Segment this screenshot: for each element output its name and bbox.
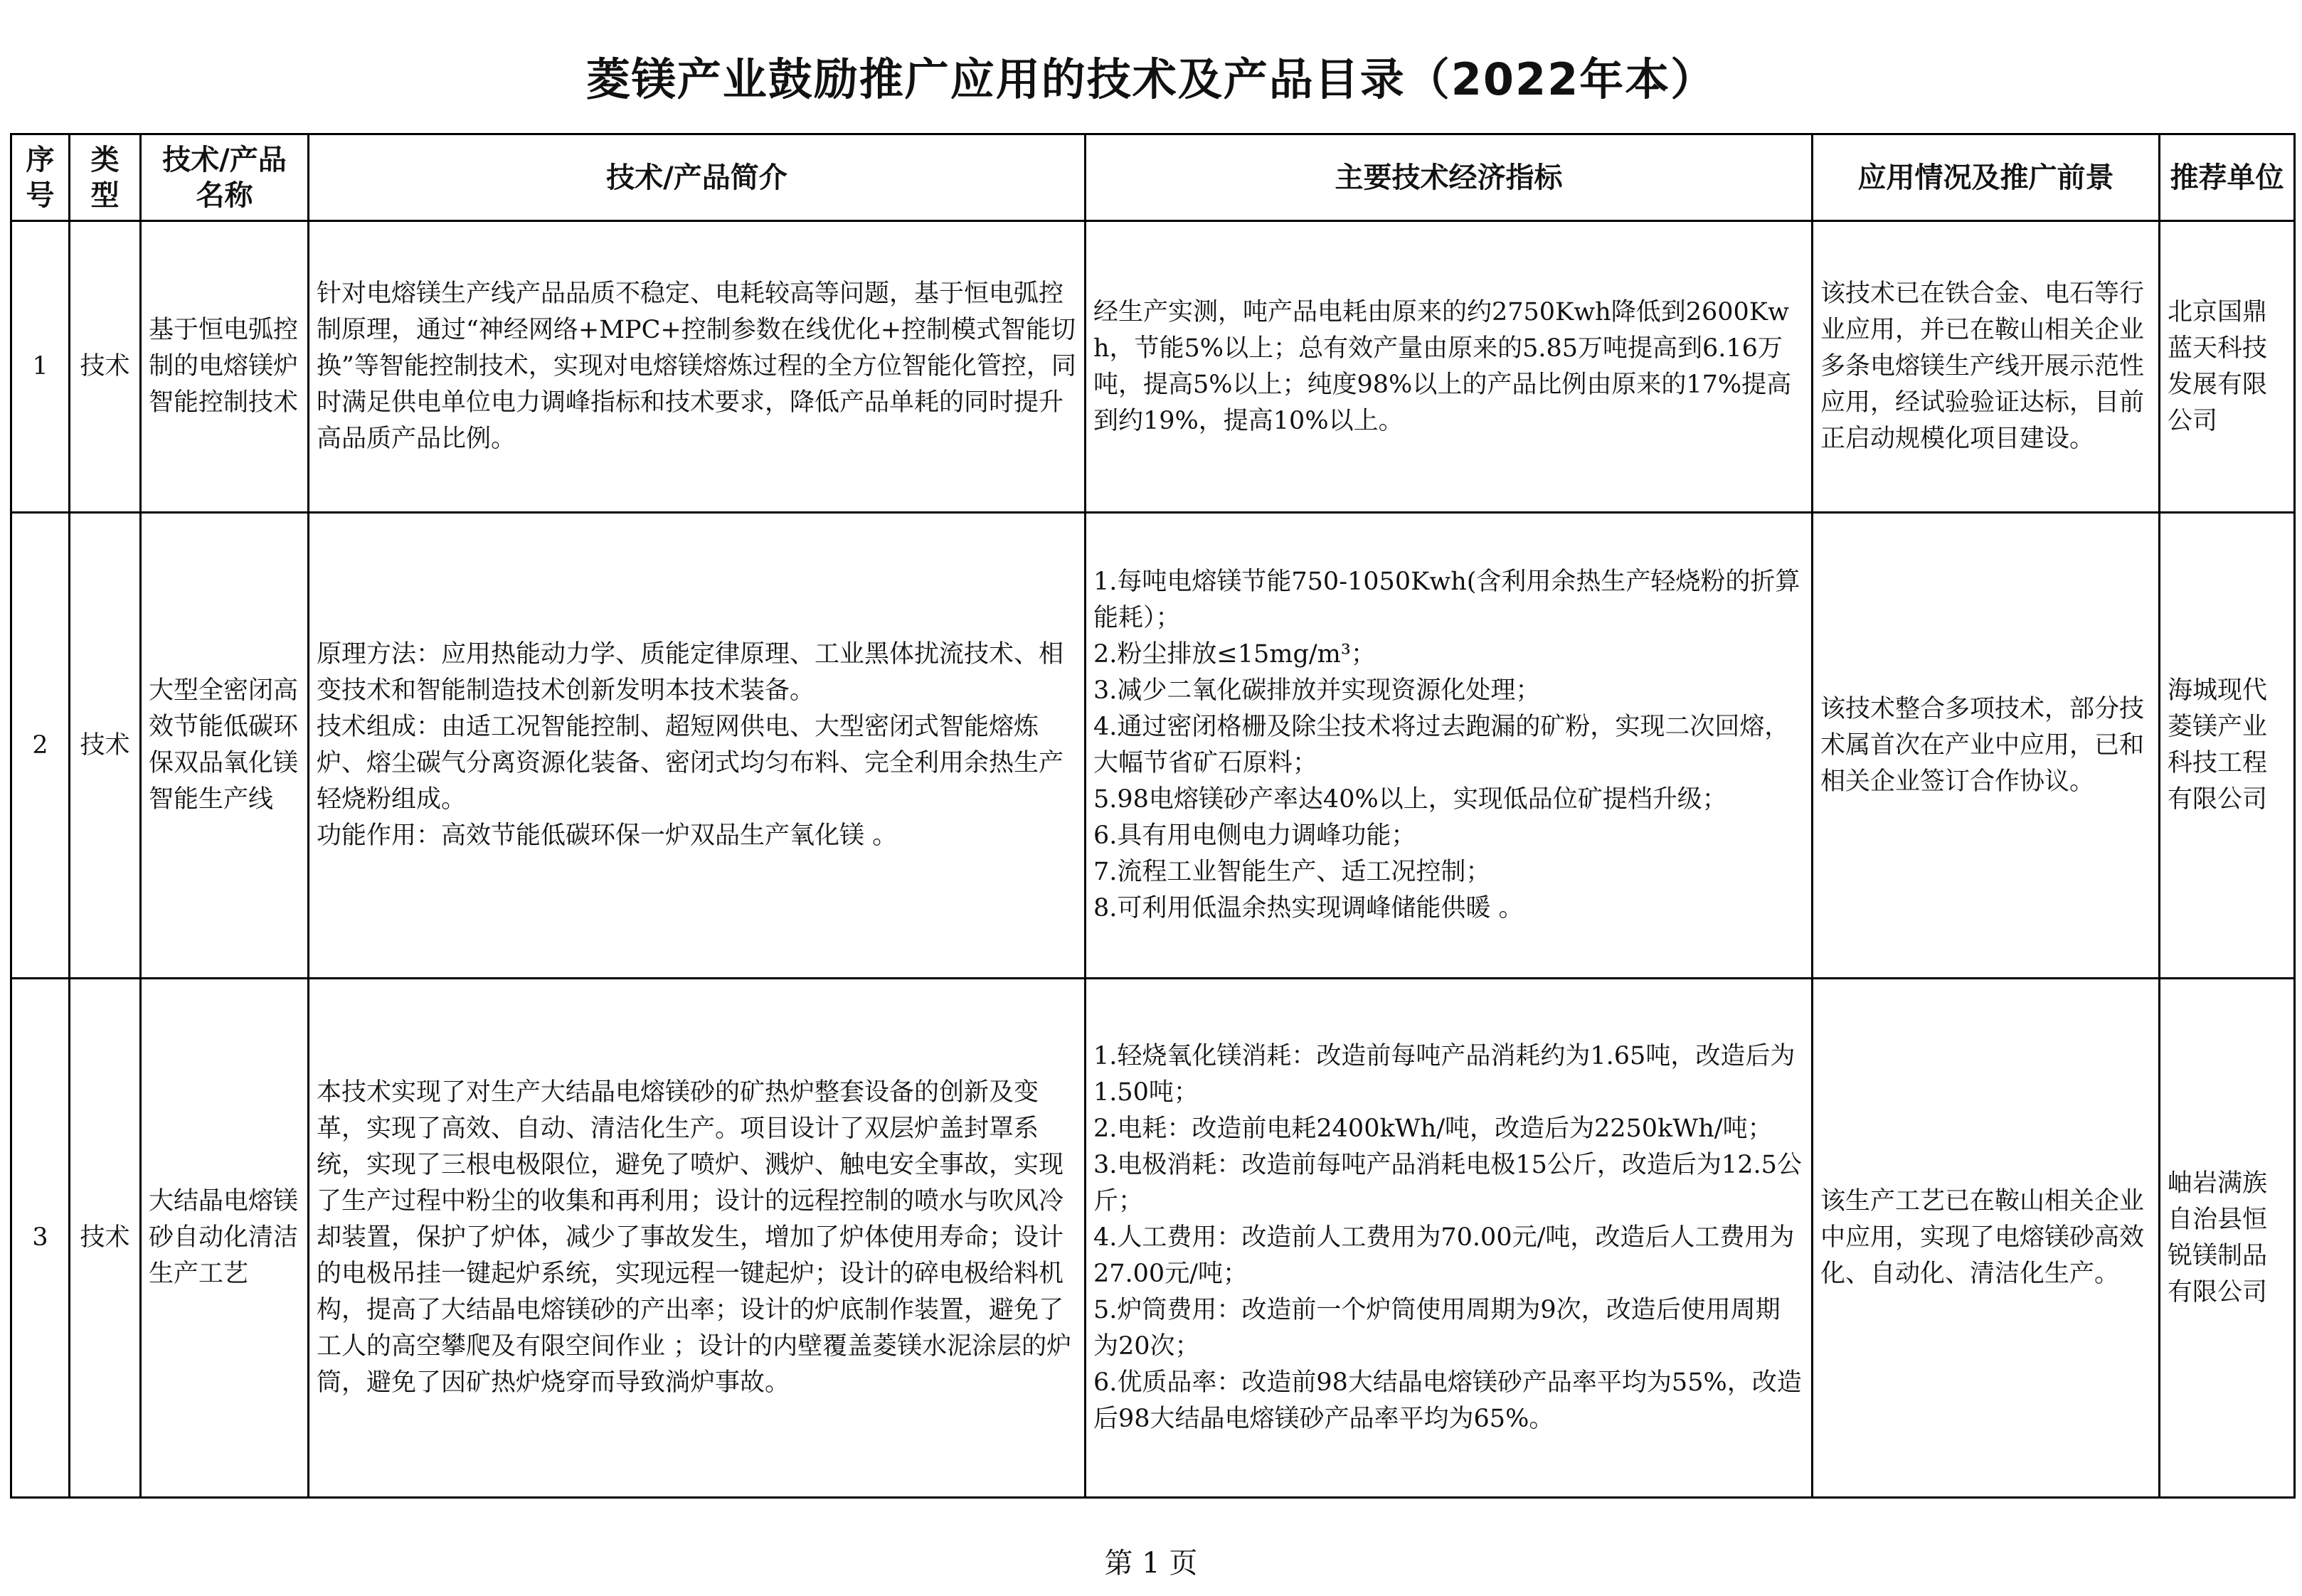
- indicator-line: 5.炉筒费用：改造前一个炉筒使用周期为9次，改造后使用周期为20次；: [1093, 1296, 1781, 1361]
- indicator-line: 4.人工费用：改造前人工费用为70.00元/吨，改造后人工费用为27.00元/吨；: [1093, 1223, 1795, 1288]
- row-type: 技术: [70, 513, 141, 979]
- indicator-line: 经生产实测，吨产品电耗由原来的约2750Kwh降低到2600Kwh，节能5%以上；总有效产量由原来的5.85万吨提高到6.16万吨，提高5%以上；纯度98%以上的产品比例由原来的17%提高到约19%，提高10%以上。: [1093, 297, 1792, 435]
- row-number: 3: [11, 979, 70, 1498]
- row-prospects: 该技术整合多项技术，部分技术属首次在产业中应用，已和相关企业签订合作协议。: [1813, 513, 2160, 979]
- indicator-line: 2.粉尘排放≤15mg/m³；: [1093, 640, 1376, 669]
- row-intro: [309, 979, 1086, 1498]
- catalog-table: [10, 133, 2296, 1499]
- row-indicators: [1086, 979, 1813, 1498]
- row-name: 基于恒电弧控制的电熔镁炉智能控制技术: [141, 221, 309, 513]
- intro-paragraph: 原理方法：应用热能动力学、质能定律原理、工业黑体扰流技术、相变技术和智能制造技术创新发明本技术装备。: [317, 640, 1064, 705]
- indicator-line: 3.电极消耗：改造前每吨产品消耗电极15公斤，改造后为12.5公斤；: [1093, 1151, 1802, 1215]
- header-row: [11, 134, 2295, 221]
- header-name: 技术/产品名称: [141, 134, 309, 221]
- table-row: [11, 513, 2295, 979]
- header-unit: 推荐单位: [2160, 134, 2295, 221]
- header-no: 序号: [11, 134, 70, 221]
- intro-paragraph: 本技术实现了对生产大结晶电熔镁砂的矿热炉整套设备的创新及变革，实现了高效、自动、清洁化生产。项目设计了双层炉盖封罩系统，实现了三根电极限位，避免了喷炉、溅炉、触电安全事故，实现了生产过程中粉尘的收集和再利用；设计的远程控制的喷水与吹风冷却装置，保护了炉体，减少了事故发生，增加了炉体使用寿命；设计的电极吊挂一键起炉系统，实现远程一键起炉；设计的碎电极给料机构，提高了大结晶电熔镁砂的产出率；设计的炉底制作装置，避免了工人的高空攀爬及有限空间作业 ；设计的内壁覆盖菱镁水泥涂层的炉筒，避免了因矿热炉烧穿而导致淌炉事故。: [317, 1078, 1072, 1397]
- row-prospects: 该生产工艺已在鞍山相关企业中应用，实现了电熔镁砂高效化、自动化、清洁化生产。: [1813, 979, 2160, 1498]
- page-number: 第 1 页: [1104, 1547, 1198, 1580]
- row-recommending-unit: 海城现代菱镁产业科技工程有限公司: [2160, 513, 2295, 979]
- intro-paragraph: 功能作用：高效节能低碳环保一炉双品生产氧化镁 。: [317, 821, 898, 850]
- intro-paragraph: 针对电熔镁生产线产品品质不稳定、电耗较高等问题，基于恒电弧控制原理，通过“神经网络+MPC+控制参数在线优化+控制模式智能切换”等智能控制技术，实现对电熔镁熔炼过程的全方位智能化管控，同时满足供电单位电力调峰指标和技术要求，降低产品单耗的同时提升高品质产品比例。: [317, 280, 1076, 453]
- indicator-line: 1.轻烧氧化镁消耗：改造前每吨产品消耗约为1.65吨，改造后为1.50吨；: [1093, 1042, 1796, 1107]
- header-prospects: 应用情况及推广前景: [1813, 134, 2160, 221]
- row-number: 2: [11, 513, 70, 979]
- table-row: [11, 979, 2295, 1498]
- indicator-line: 3.减少二氧化碳排放并实现资源化处理；: [1093, 676, 1541, 705]
- row-name: 大型全密闭高效节能低碳环保双品氧化镁智能生产线: [141, 513, 309, 979]
- header-indicators: 主要技术经济指标: [1086, 134, 1813, 221]
- indicator-line: 2.电耗：改造前电耗2400kWh/吨，改造后为2250kWh/吨；: [1093, 1114, 1773, 1143]
- header-intro: 技术/产品简介: [309, 134, 1086, 221]
- row-indicators: [1086, 221, 1813, 513]
- indicator-line: 7.流程工业智能生产、适工况控制；: [1093, 858, 1491, 886]
- indicator-line: 8.可利用低温余热实现调峰储能供暖 。: [1093, 894, 1524, 922]
- page-title: 菱镁产业鼓励推广应用的技术及产品目录（2022年本）: [585, 53, 1717, 105]
- row-name: 大结晶电熔镁砂自动化清洁生产工艺: [141, 979, 309, 1498]
- row-number: 1: [11, 221, 70, 513]
- row-type: 技术: [70, 221, 141, 513]
- table-row: [11, 221, 2295, 513]
- indicator-line: 6.优质品率：改造前98大结晶电熔镁砂产品率平均为55%，改造后98大结晶电熔镁砂产品率平均为65%。: [1093, 1368, 1802, 1433]
- indicator-line: 1.每吨电熔镁节能750-1050Kwh(含利用余热生产轻烧粉的折算能耗）；: [1093, 568, 1800, 632]
- row-recommending-unit: 北京国鼎蓝天科技发展有限公司: [2160, 221, 2295, 513]
- row-intro: [309, 513, 1086, 979]
- row-intro: [309, 221, 1086, 513]
- header-type: 类型: [70, 134, 141, 221]
- row-recommending-unit: 岫岩满族自治县恒锐镁制品有限公司: [2160, 979, 2295, 1498]
- row-type: 技术: [70, 979, 141, 1498]
- row-indicators: [1086, 513, 1813, 979]
- intro-paragraph: 技术组成：由适工况智能控制、超短网供电、大型密闭式智能熔炼炉、熔尘碳气分离资源化装备、密闭式均匀布料、完全利用余热生产轻烧粉组成。: [317, 713, 1064, 814]
- row-prospects: 该技术已在铁合金、电石等行业应用，并已在鞍山相关企业多条电熔镁生产线开展示范性应用，经试验验证达标，目前正启动规模化项目建设。: [1813, 221, 2160, 513]
- indicator-line: 6.具有用电侧电力调峰功能；: [1093, 821, 1416, 850]
- indicator-line: 4.通过密闭格栅及除尘技术将过去跑漏的矿粉，实现二次回熔，大幅节省矿石原料；: [1093, 713, 1790, 777]
- indicator-line: 5.98电熔镁砂产率达40%以上，实现低品位矿提档升级；: [1093, 785, 1727, 814]
